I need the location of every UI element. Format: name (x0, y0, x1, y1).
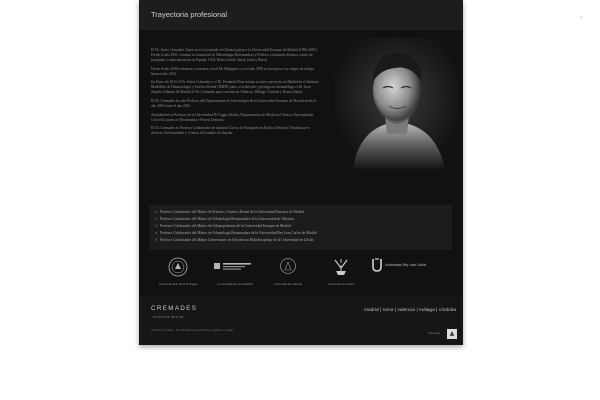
university-logos (149, 257, 452, 287)
page-container (139, 0, 463, 345)
bio-paragraph: El Dr. Cremades ha sido Profesor del Departamento de Odontología de la Universidad Europea de Madrid desde el año 2003 hasta el año 2012. (151, 98, 317, 109)
credential-text: Profesor Colaborador del Máster Universitario en Ortodoncia Multidisciplinar de la Universidad de Lleida. (160, 237, 314, 242)
credential-text: Profesor Colaborador del Máster de Odontología Restauradora de la Universidad Rey Juan Carlos de Madrid. (160, 230, 318, 235)
logo-urjc[interactable] (371, 257, 427, 273)
city-link-roma[interactable]: roma (382, 308, 394, 313)
credentials-box (149, 205, 452, 250)
arrow-up-icon[interactable]: ▲ (447, 329, 457, 339)
city-link-cordoba[interactable]: córdoba (438, 308, 457, 313)
footer (139, 295, 463, 345)
university-foggia-seal-icon (157, 257, 199, 277)
universitat-valencia-seal-icon (265, 257, 311, 277)
list-item (155, 223, 318, 230)
header-bar (139, 0, 463, 30)
check-icon: ✓ (155, 223, 159, 228)
city-separator: | (416, 308, 418, 313)
logo-caption: Universidad Rey Juan Carlos (385, 263, 427, 267)
logo-caption: Universitat de València (273, 282, 303, 286)
logo-caption: Universidad Europea Madrid (217, 282, 253, 286)
page-title: Trayectoria profesional (151, 10, 228, 19)
bio-paragraph: Desde el año 2000 comienza a formarse con el Dr. Radigales y en el año 2005 se incorpora a su equipo de trabajo hasta el año 2012. (151, 66, 315, 76)
credentials-list (155, 209, 318, 243)
universitat-lleida-crest-icon (319, 257, 363, 277)
list-item (155, 229, 318, 236)
check-icon: ✓ (155, 230, 159, 235)
logo-caption: Università degli Studi di Foggia (158, 282, 198, 286)
check-icon: ✓ (155, 210, 159, 215)
legal-link[interactable]: aviso legal (428, 332, 441, 335)
logo-valencia[interactable] (265, 257, 311, 286)
city-link-valencia[interactable]: valencia (397, 308, 416, 313)
logo-europea[interactable] (211, 257, 259, 286)
brand-tagline: estética dental (153, 315, 184, 319)
logo-lleida[interactable] (319, 257, 363, 286)
footer-credits: Clínica Dr. Cremades · Web diseñada y desarrollada por osgraphik + mediaja (151, 329, 234, 332)
check-icon: ✓ (155, 237, 159, 242)
bio-paragraph: En Enero de 2013 el Dr. Javier Cremades y el Dr. Fernando Ruiz inician su nuevo proyecto en Madrid en el Instituto Madrileño de Dermatología y Estética Dental (IMDE) junto a su director y prestigioso dermatólogo el Dr. Juan Sopeña. Además de Madrid el Dr. Cremades pasa consulta en Valencia, Málaga, Córdoba y Roma (Italia). (151, 80, 319, 95)
bio-text (151, 48, 319, 140)
bio-paragraph: Actualmente es Profesor de la Universidad Di Foggia (Italia). Departamento de Medicina Clínica e Sperimentale. Corso di Laurea in Odontoiatria e Protesi Dentaria. (151, 112, 315, 122)
city-separator: | (380, 308, 382, 313)
logo-foggia[interactable] (157, 257, 199, 286)
universidad-europea-logo-icon (211, 257, 259, 277)
list-item (155, 216, 318, 223)
city-links (364, 308, 456, 313)
urjc-logo-icon (371, 257, 383, 273)
city-link-malaga[interactable]: málaga (419, 308, 435, 313)
close-icon[interactable]: ✕ (578, 14, 584, 22)
bio-paragraph: El Dr. Javier Cremades Aparicio es Licenciado en Odontología por la Universidad Europea de Madrid (1996-2001). Desde el año 2001 continua su formación en Odontología Restauradora y Estética, realizando distintos cursos de postgrado y especialización en España, USA, Reino Unido, Suiza, Italia y Brasil. (151, 48, 318, 63)
list-item (155, 209, 318, 216)
city-separator: | (394, 308, 397, 313)
logo-caption: Universitat de Lleida (328, 282, 354, 286)
credential-text: Profesor Colaborador del Máster de Prótesis y Estética Dental de la Universidad Europea de Madrid. (160, 210, 306, 215)
list-item (155, 236, 318, 243)
check-icon: ✓ (155, 217, 159, 222)
bio-paragraph: El Dr. Cremades es Profesor Colaborador de distintos Cursos de Postgrado en Estética Dental y Ortodoncia en diversas Universidades y Centros de Estudios de España. (151, 126, 310, 136)
credential-text: Profesor Colaborador del Máster de Odontología Restauradora de la Universidad de Valencia. (160, 217, 295, 222)
credential-text: Profesor Colaborador del Máster de Odontopediatría de la Universidad Europea de Madrid. (160, 223, 292, 228)
doctor-portrait (335, 38, 459, 170)
city-link-madrid[interactable]: madrid (364, 308, 379, 313)
city-separator: | (436, 308, 438, 313)
brand-logo[interactable]: CREMADES (151, 305, 198, 312)
